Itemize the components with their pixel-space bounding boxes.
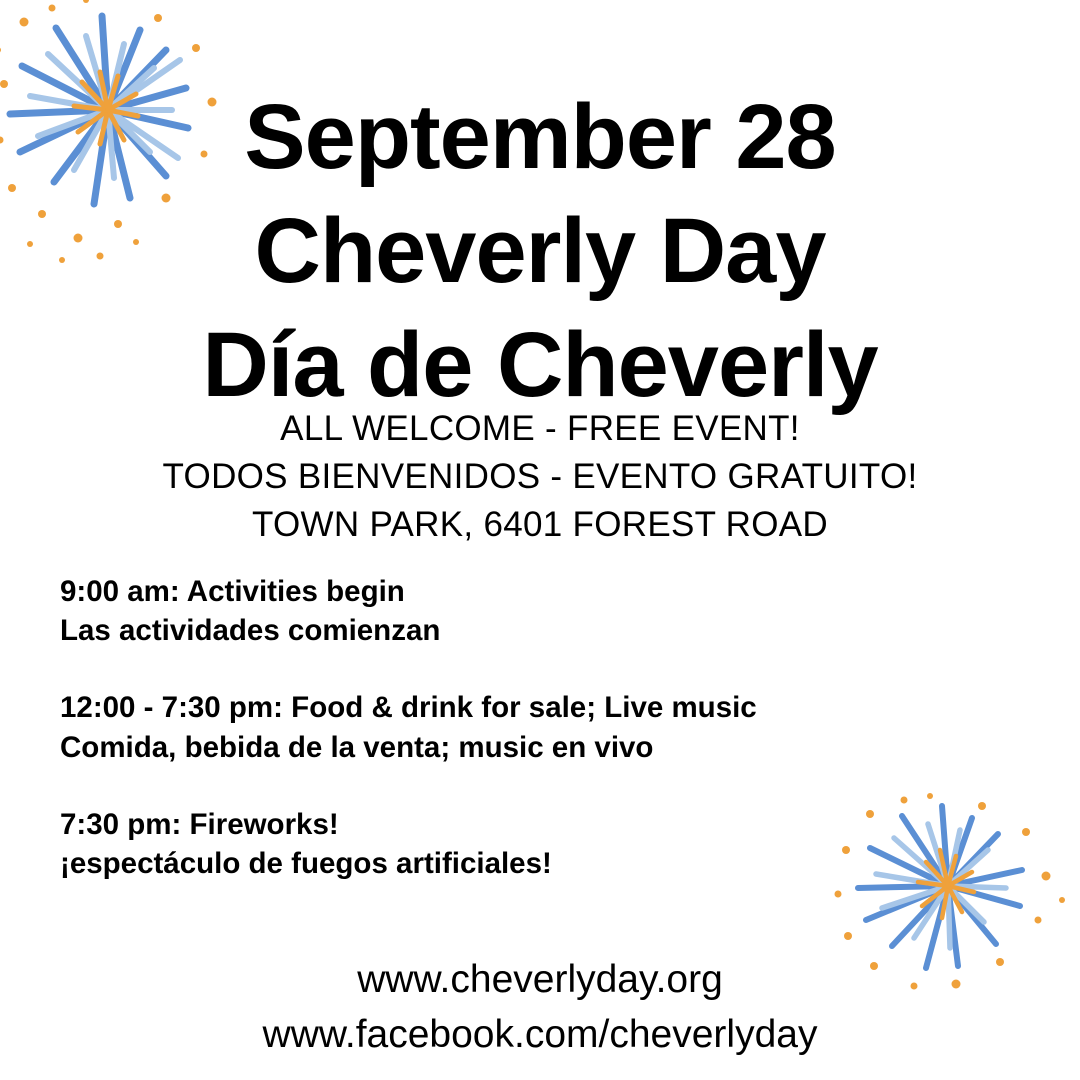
headline-line-spanish: Día de Cheverly <box>202 313 878 416</box>
subhead-line-location: TOWN PARK, 6401 FOREST ROAD <box>251 504 828 544</box>
schedule-item-spanish: Las actividades comienzan <box>60 614 441 648</box>
subhead-line-welcome-es: TODOS BIENVENIDOS - EVENTO GRATUITO! <box>162 456 918 496</box>
website-link[interactable]: www.cheverlyday.org <box>357 958 723 1001</box>
page-title <box>0 80 1080 422</box>
headline-line-english: Cheverly Day <box>254 199 826 302</box>
list-item <box>60 572 1020 650</box>
event-subheading <box>0 405 1080 549</box>
contact-links <box>0 952 1080 1063</box>
schedule-item-english: 12:00 - 7:30 pm: Food & drink for sale; Live music <box>60 691 757 725</box>
subhead-line-welcome-en: ALL WELCOME - FREE EVENT! <box>280 409 800 448</box>
headline-line-date: September 28 <box>244 85 836 188</box>
list-item <box>60 805 1020 883</box>
schedule-item-spanish: ¡espectáculo de fuegos artificiales! <box>60 847 552 881</box>
schedule-item-english: 7:30 pm: Fireworks! <box>60 807 339 841</box>
schedule-item-spanish: Comida, bebida de la venta; music en vivo <box>60 730 654 764</box>
schedule-item-english: 9:00 am: Activities begin <box>60 575 405 608</box>
facebook-link[interactable]: www.facebook.com/cheverlyday <box>262 1013 818 1057</box>
list-item <box>60 688 1020 766</box>
schedule-list <box>60 572 1020 883</box>
